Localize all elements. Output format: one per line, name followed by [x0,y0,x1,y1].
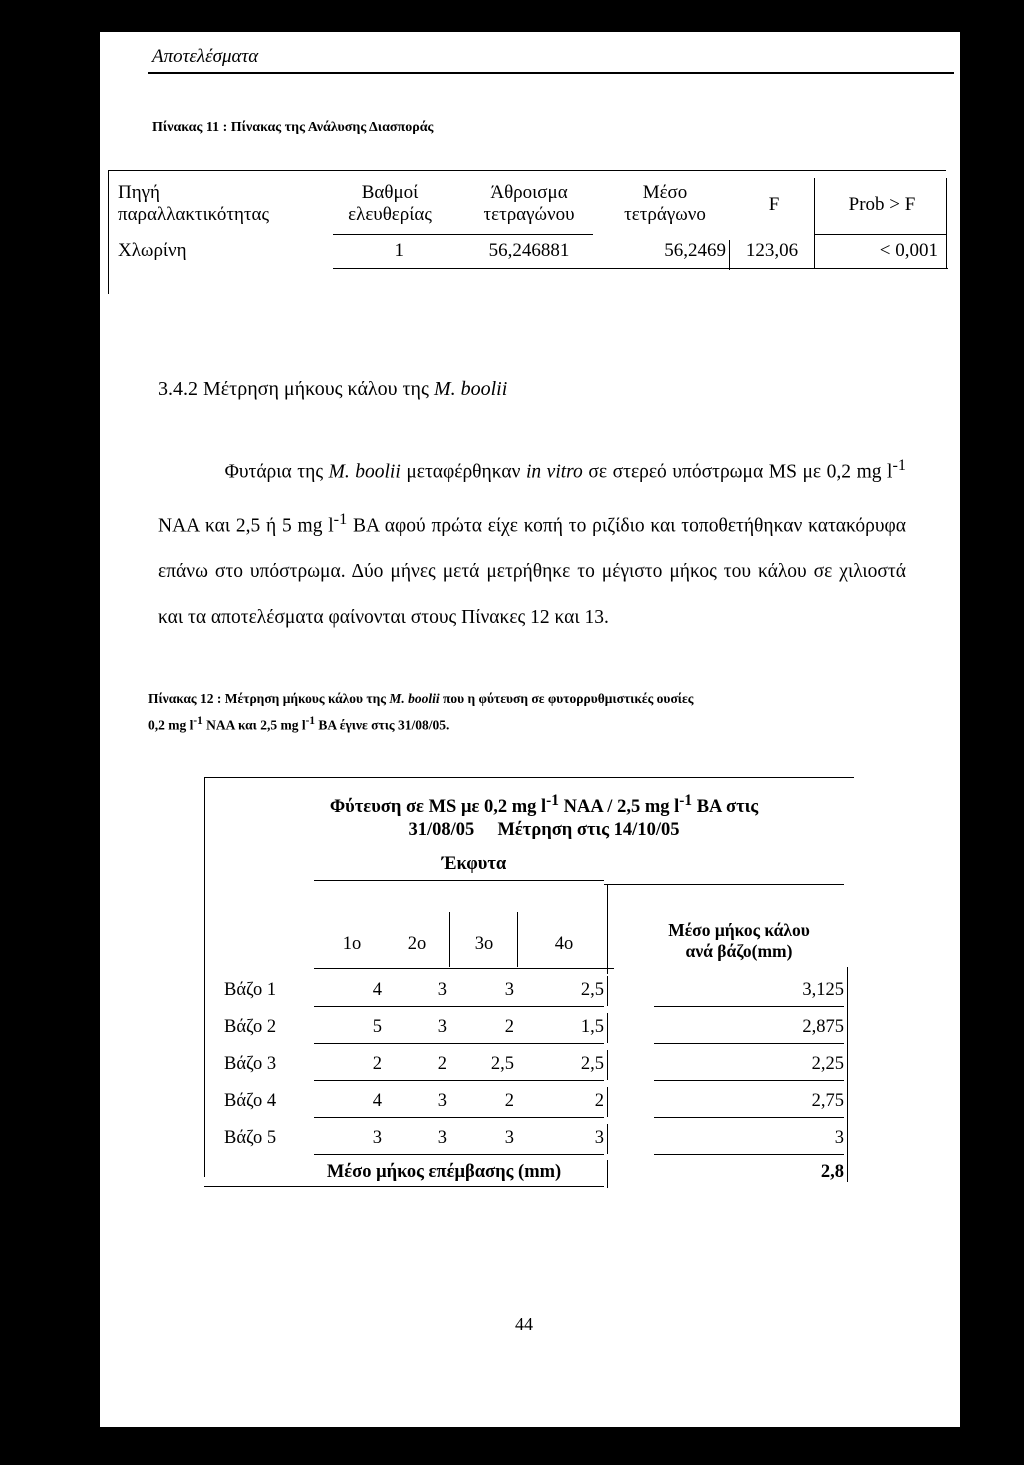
table-cell: 4 [372,1091,382,1111]
table-cell: 3 [594,1128,604,1148]
table-cell: 1,5 [580,1017,604,1037]
t11-header-prob: Prob > F [848,194,916,215]
table-cell: 3 [504,980,514,1000]
table-row-label: Βάζο 2 [224,1017,277,1037]
section-heading: 3.4.2 Μέτρηση μήκους κάλου της M. boolii [158,378,508,400]
table-cell: 3 [437,1128,447,1148]
t11-row-f: 123,06 [745,240,799,261]
table-cell: 2 [437,1054,447,1074]
t12-col-4: 4ο [554,934,574,954]
table-cell: 3 [437,980,447,1000]
t12-explants-label: Έκφυτα [441,854,507,874]
header-rule [148,72,954,74]
t11-header-f: F [768,194,780,215]
table-cell-mean: 2,25 [811,1054,844,1074]
table11 [108,170,948,294]
t11-row-df: 1 [394,240,404,261]
table-cell: 4 [372,980,382,1000]
table-row-label: Βάζο 5 [224,1128,277,1148]
t11-row-ss: 56,246881 [488,240,570,261]
table-cell-mean: 3 [834,1128,844,1148]
t12-col-1: 1ο [342,934,362,954]
table-cell: 3 [437,1017,447,1037]
table-cell: 3 [504,1128,514,1148]
t11-row-prob: < 0,001 [879,240,938,261]
t11-row-ms: 56,2469 [664,240,726,261]
table-cell: 3 [437,1091,447,1111]
table-cell: 5 [372,1017,382,1037]
table-cell: 2 [504,1017,514,1037]
table-cell: 3 [372,1128,382,1148]
table-cell: 2,5 [580,980,604,1000]
table-cell: 2 [594,1091,604,1111]
t12-col-2: 2ο [407,934,427,954]
body-paragraph: Φυτάρια της M. boolii μεταφέρθηκαν in vitro σε στερεό υπόστρωμα MS με 0,2 mg $l^{-1}$ NAA και 2,5 ή 5 mg $l^{-1}$ BA αφού πρώτα είχε κοπή το ριζίδιο και τοποθετήθηκαν κατακόρυφα επάνω στο υπόστρωμα. Δύο μήνες μετά μετρήθηκε το μέγιστο μήκος του κάλου σε χιλιοστά και τα αποτελέσματα φαίνονται στους Πίνακες 12 και 13. [158,456,907,628]
table-cell-mean: 3,125 [802,980,844,1000]
table-cell-mean: 2,75 [811,1091,844,1111]
table12 [204,772,904,1192]
table-row-label: Βάζο 4 [224,1091,277,1111]
t11-header-source: Πηγή παραλλακτικότητας [118,182,270,225]
table-cell-mean: 2,875 [802,1017,844,1037]
t11-header-ms: Μέσο τετράγωνο [624,182,706,225]
t12-title-line2: 31/08/05 Μέτρηση στις 14/10/05 [408,820,680,840]
t12-title-line1: Φύτευση σε MS με 0,2 mg $l^{-1}$ NAA / 2,5 mg $l^{-1}$ BA στις [329,792,759,818]
table-cell: 2 [372,1054,382,1074]
table-cell: 2 [504,1091,514,1111]
t12-footer-label: Μέσο μήκος επέμβασης (mm) [326,1162,562,1182]
t12-footer-value: 2,8 [820,1162,844,1182]
table-row-label: Βάζο 3 [224,1054,277,1074]
t12-col-3: 3ο [474,934,494,954]
running-header: Αποτελέσματα [152,46,259,67]
table11-caption: Πίνακας 11 : Πίνακας της Ανάλυσης Διασποράς [152,120,434,135]
t11-header-ss: Άθροισμα τετραγώνου [483,182,575,225]
t11-header-df: Βαθμοί ελευθερίας [348,182,432,225]
table-row-label: Βάζο 1 [224,980,277,1000]
t12-mean-header: Μέσο μήκος κάλου ανά βάζο(mm) [668,920,810,961]
table-cell: 2,5 [490,1054,514,1074]
table-cell: 2,5 [580,1054,604,1074]
t11-row-source: Χλωρίνη [118,240,187,261]
table12-caption: Πίνακας 12 : Μέτρηση μήκους κάλου της M. boolii που η φύτευση σε φυτορρυθμιστικές ουσίες 0,2 mg $l^{-1}$ NAA και 2,5 mg $l^{-1}$ BA έγινε στις 31/08/05. [148,691,694,733]
document-page [100,32,960,1427]
page-number: 44 [515,1314,533,1334]
